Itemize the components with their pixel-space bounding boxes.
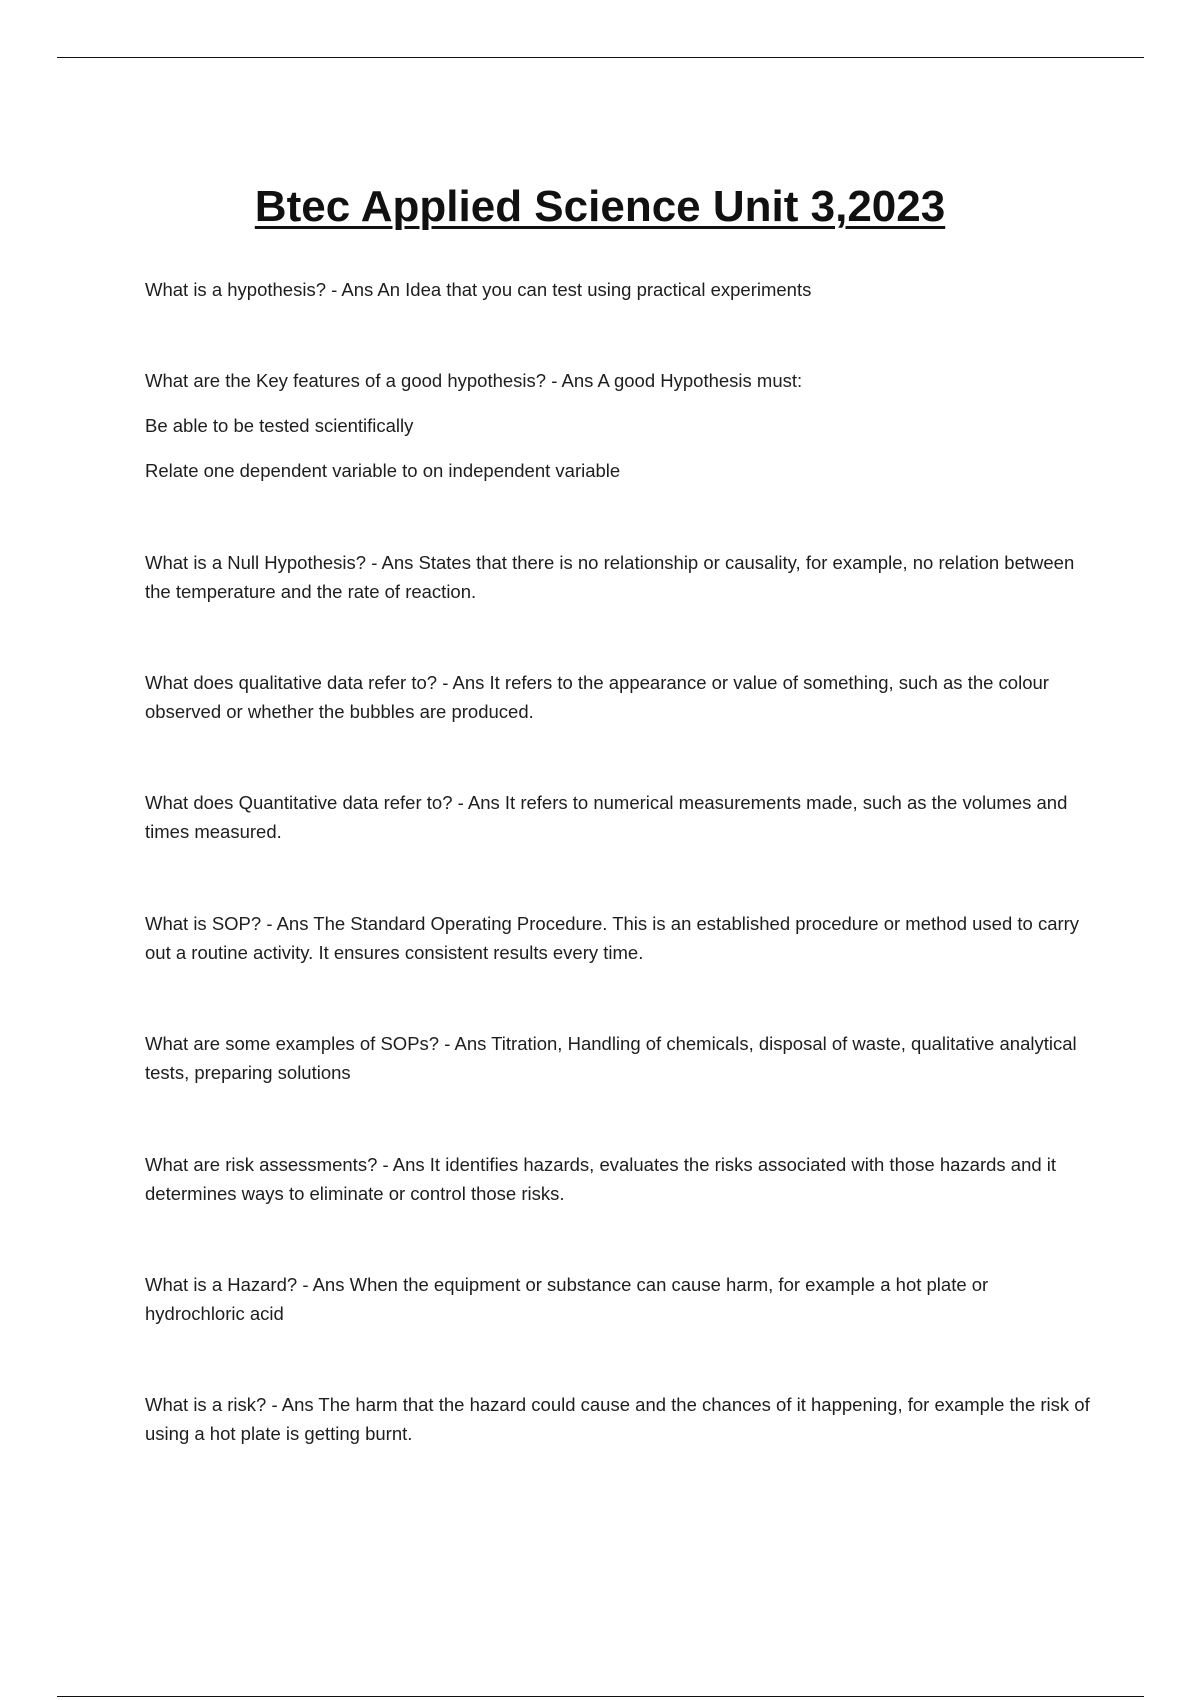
qa-entry-sop-examples bbox=[145, 1029, 1090, 1087]
qa-entry-key-features bbox=[145, 366, 1090, 485]
qa-entry-hypothesis bbox=[145, 275, 1090, 304]
qa-text: What are some examples of SOPs? - Ans Titration, Handling of chemicals, disposal of waste, qualitative analytical tests, preparing solutions bbox=[145, 1033, 1077, 1083]
header-rule bbox=[57, 57, 1144, 58]
qa-text: What is a risk? - Ans The harm that the hazard could cause and the chances of it happening, for example the risk of using a hot plate is getting burnt. bbox=[145, 1394, 1090, 1444]
qa-text: What are risk assessments? - Ans It identifies hazards, evaluates the risks associated with those hazards and it determines ways to eliminate or control those risks. bbox=[145, 1154, 1057, 1204]
qa-text: What is a hypothesis? - Ans An Idea that you can test using practical experiments bbox=[145, 279, 812, 300]
qa-text: What does Quantitative data refer to? - Ans It refers to numerical measurements made, such as the volumes and times measured. bbox=[145, 792, 1068, 842]
qa-text: What is SOP? - Ans The Standard Operating Procedure. This is an established procedure or method used to carry out a routine activity. It ensures consistent results every time. bbox=[145, 913, 1080, 963]
qa-text: What is a Hazard? - Ans When the equipment or substance can cause harm, for example a hot plate or hydrochloric acid bbox=[145, 1274, 989, 1324]
qa-entry-sop bbox=[145, 909, 1090, 967]
qa-text: What is a Null Hypothesis? - Ans States that there is no relationship or causality, for example, no relation between the temperature and the rate of reaction. bbox=[145, 552, 1075, 602]
qa-text: What does qualitative data refer to? - Ans It refers to the appearance or value of something, such as the colour observed or whether the bubbles are produced. bbox=[145, 672, 1049, 722]
qa-text: What are the Key features of a good hypothesis? - Ans A good Hypothesis must: bbox=[145, 370, 803, 391]
qa-entry-risk bbox=[145, 1390, 1090, 1448]
qa-entry-qualitative bbox=[145, 668, 1090, 726]
qa-entry-hazard bbox=[145, 1270, 1090, 1328]
qa-entry-quantitative bbox=[145, 788, 1090, 846]
qa-entry-risk-assessments bbox=[145, 1150, 1090, 1208]
document-title: Btec Applied Science Unit 3,2023 bbox=[254, 182, 946, 232]
qa-detail-line: Be able to be tested scientifically bbox=[145, 415, 414, 436]
footer-rule bbox=[57, 1696, 1144, 1697]
qa-detail-line: Relate one dependent variable to on independent variable bbox=[145, 460, 621, 481]
qa-entry-null-hypothesis bbox=[145, 548, 1090, 606]
